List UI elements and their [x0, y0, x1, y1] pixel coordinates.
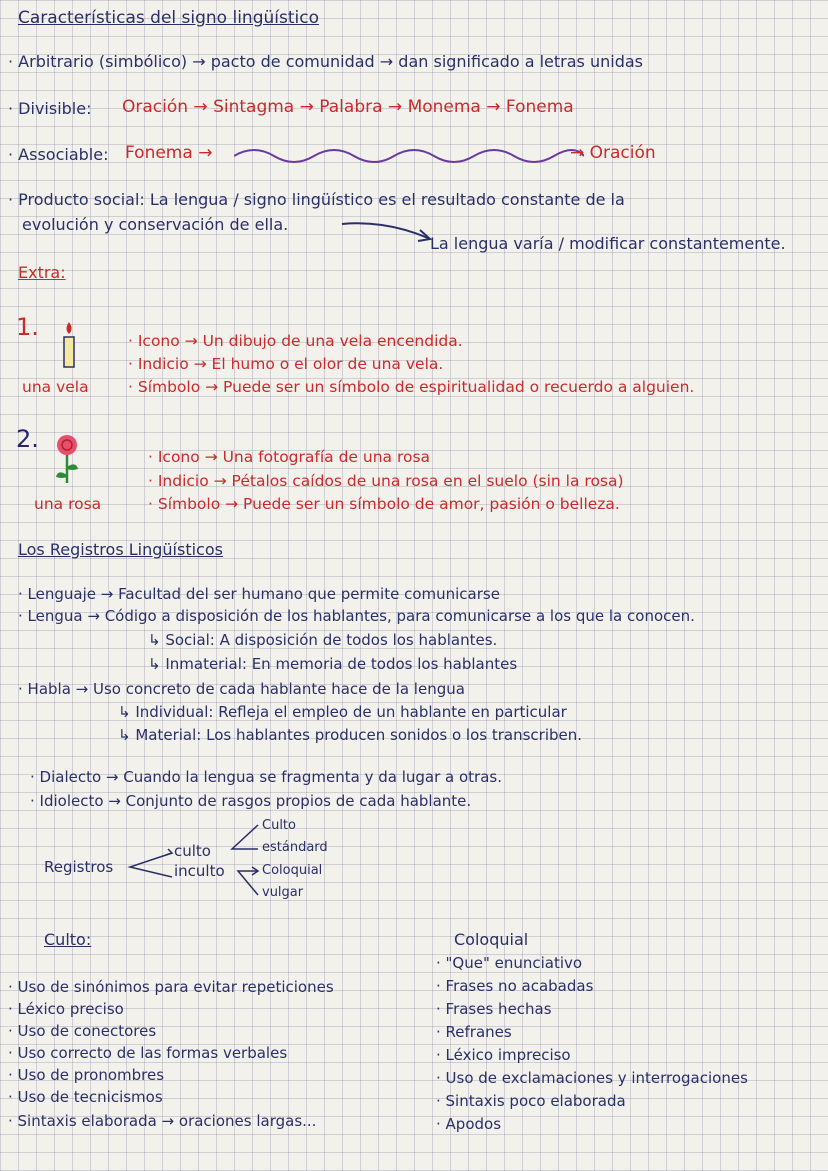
def-idiolecto: · Idiolecto → Conjunto de rasgos propios de cada hablante.: [30, 792, 472, 810]
rose-icon: [52, 433, 82, 485]
bullet-producto-line1: · Producto social: La lengua / signo lingüístico es el resultado constante de la: [8, 190, 625, 209]
coloquial-item: · Uso de exclamaciones y interrogaciones: [436, 1069, 748, 1087]
culto-item: · Sintaxis elaborada → oraciones largas...: [8, 1112, 317, 1130]
example-number-2: 2.: [16, 425, 39, 453]
culto-item: · Uso de pronombres: [8, 1066, 165, 1084]
def-lengua-inmaterial: ↳ Inmaterial: En memoria de todos los hablantes: [148, 655, 518, 673]
ex1-indicio: · Indicio → El humo o el olor de una vela.: [128, 355, 444, 373]
bullet-asociable-label: · Associable:: [8, 145, 109, 164]
asociable-start: Fonema →: [125, 143, 213, 163]
def-habla-individual: ↳ Individual: Refleja el empleo de un hablante en particular: [118, 703, 567, 721]
arrow-icon: [340, 216, 435, 246]
ex2-icono: · Icono → Una fotografía de una rosa: [148, 448, 431, 466]
ex1-caption: una vela: [22, 378, 89, 396]
def-lengua-social: ↳ Social: A disposición de todos los hablantes.: [148, 631, 498, 649]
page-title: Características del signo lingüístico: [18, 8, 319, 28]
coloquial-item: · "Que" enunciativo: [436, 954, 583, 972]
coloquial-item: · Refranes: [436, 1023, 512, 1041]
bullet-arbitrario: · Arbitrario (simbólico) → pacto de comunidad → dan significado a letras unidas: [8, 52, 643, 71]
tree-inculto-child-2: vulgar: [262, 885, 304, 900]
bullet-divisible-label: · Divisible:: [8, 99, 92, 118]
ex2-indicio: · Indicio → Pétalos caídos de una rosa en el suelo (sin la rosa): [148, 472, 624, 490]
culto-item: · Léxico preciso: [8, 1000, 124, 1018]
asociable-end: → Oración: [570, 143, 656, 163]
tree-culto-child-1: Culto: [262, 818, 296, 833]
def-habla-material: ↳ Material: Los hablantes producen sonidos o los transcriben.: [118, 726, 583, 744]
culto-item: · Uso de tecnicismos: [8, 1088, 163, 1106]
coloquial-item: · Léxico impreciso: [436, 1046, 571, 1064]
coloquial-item: · Frases no acabadas: [436, 977, 594, 995]
tree-culto-child-2: estándard: [262, 840, 328, 855]
coloquial-item: · Apodos: [436, 1115, 502, 1133]
tree-branches: [120, 815, 270, 910]
tree-inculto-child-1: Coloquial: [262, 863, 323, 878]
coloquial-item: · Sintaxis poco elaborada: [436, 1092, 626, 1110]
def-lengua: · Lengua → Código a disposición de los hablantes, para comunicarse a los que la conocen.: [18, 607, 695, 625]
tree-culto: culto: [174, 842, 211, 860]
producto-note: La lengua varía / modificar constantemente.: [430, 234, 786, 253]
tree-root: Registros: [44, 858, 114, 876]
ex2-caption: una rosa: [34, 495, 102, 513]
ex2-simbolo: · Símbolo → Puede ser un símbolo de amor, pasión o belleza.: [148, 495, 620, 513]
def-dialecto: · Dialecto → Cuando la lengua se fragmenta y da lugar a otras.: [30, 768, 502, 786]
divisible-chain: Oración → Sintagma → Palabra → Monema → Fonema: [122, 97, 574, 117]
coloquial-title: Coloquial: [454, 930, 529, 949]
culto-item: · Uso correcto de las formas verbales: [8, 1044, 288, 1062]
wavy-line-icon: [234, 144, 584, 168]
coloquial-item: · Frases hechas: [436, 1000, 552, 1018]
section-title-registros: Los Registros Lingüísticos: [18, 540, 223, 559]
def-habla: · Habla → Uso concreto de cada hablante hace de la lengua: [18, 680, 465, 698]
example-number-1: 1.: [16, 313, 39, 341]
culto-item: · Uso de conectores: [8, 1022, 157, 1040]
extra-label: Extra:: [18, 263, 66, 282]
culto-title: Culto:: [44, 930, 92, 949]
ex1-icono: · Icono → Un dibujo de una vela encendida.: [128, 332, 463, 350]
def-lenguaje: · Lenguaje → Facultad del ser humano que permite comunicarse: [18, 585, 500, 603]
candle-icon: [58, 320, 80, 370]
ex1-simbolo: · Símbolo → Puede ser un símbolo de espiritualidad o recuerdo a alguien.: [128, 378, 695, 396]
tree-inculto: inculto: [174, 862, 225, 880]
culto-item: · Uso de sinónimos para evitar repeticiones: [8, 978, 334, 996]
bullet-producto-line2: evolución y conservación de ella.: [22, 215, 289, 234]
